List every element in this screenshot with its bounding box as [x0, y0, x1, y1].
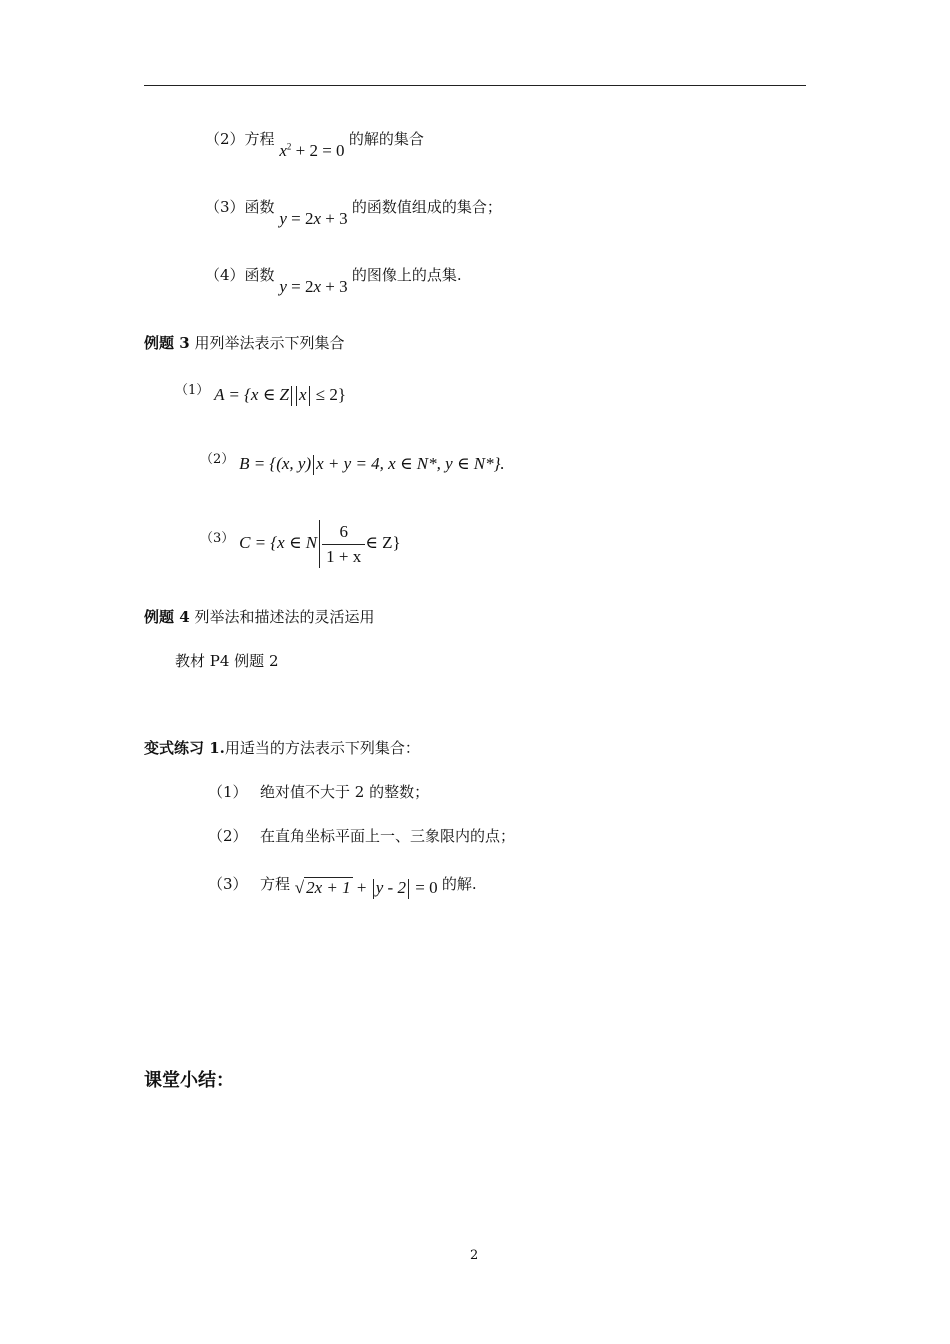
item-3-tail: 的函数值组成的集合；: [351, 198, 502, 216]
item-3-label: （3）函数: [205, 198, 275, 216]
abs-var: x: [299, 385, 307, 404]
header-rule: [144, 85, 806, 86]
eq-var-y: y: [279, 209, 287, 228]
fraction-denominator: 1 + x: [326, 546, 362, 566]
eq-plus: +: [356, 878, 367, 897]
sqrt-radicand: 2x + 1: [306, 878, 351, 897]
variant-item-3: [208, 873, 477, 895]
eq-mid: = 2: [291, 277, 314, 296]
fraction: [322, 522, 365, 567]
summary-heading: 课堂小结：: [144, 1070, 234, 1091]
item-4: [205, 264, 462, 296]
eq-end: = 0: [415, 878, 438, 897]
abs-bar: [373, 879, 374, 899]
item-4-equation: [279, 277, 352, 296]
eq-end: + 3: [325, 277, 348, 296]
example-3-heading: [144, 332, 344, 353]
example-3-text: 用列举法表示下列集合: [194, 334, 345, 352]
part-3-label: （3）: [200, 530, 235, 546]
cond-bar: [319, 520, 320, 568]
item-4-label: （4）函数: [205, 266, 275, 284]
fraction-numerator: 6: [322, 522, 365, 545]
cond-bar: [313, 455, 314, 475]
variant-item-text: 在直角坐标平面上一、三象限内的点；: [260, 827, 516, 845]
variant-item-text: 绝对值不大于 2 的整数；: [260, 783, 430, 801]
abs-bar: [408, 879, 409, 899]
example-4-text: 列举法和描述法的灵活运用: [194, 608, 375, 626]
eq-mid: = 2: [291, 209, 314, 228]
part-3-equation: [239, 521, 401, 566]
item-2: [205, 128, 424, 160]
variant-title: 变式练习 1.: [144, 739, 225, 757]
item-4-tail: 的图像上的点集.: [351, 266, 462, 284]
set-c-def: C = {x ∈ N: [239, 532, 318, 552]
set-b-cond: x + y = 4, x ∈ N*, y ∈ N*}.: [316, 454, 505, 473]
eq-exponent: 2: [286, 141, 292, 152]
sqrt-icon: √: [294, 878, 305, 897]
item-3: [205, 196, 502, 228]
eq-var-x: x: [279, 141, 287, 160]
set-a-def: A = {x ∈ Z: [214, 385, 289, 404]
variant-item-num: （3）: [208, 875, 248, 893]
variant-heading: [144, 737, 420, 758]
item-2-equation: [279, 141, 348, 160]
item-3-equation: [279, 209, 352, 228]
abs-content: y - 2: [375, 878, 406, 897]
item-2-label: （2）方程: [205, 130, 275, 148]
item-2-tail: 的解的集合: [348, 130, 424, 148]
variant-item-text: 方程: [260, 875, 291, 893]
example-3-part-2: [200, 454, 505, 475]
variant-item-num: （1）: [208, 783, 248, 801]
set-b-def: B = {(x, y): [239, 454, 312, 473]
abs-bar: [309, 386, 310, 406]
variant-equation: [295, 878, 442, 897]
example-3-part-3: [200, 520, 401, 568]
eq-end: + 3: [325, 209, 348, 228]
set-a-cond: ≤ 2}: [315, 385, 347, 404]
variant-item-3-tail: 的解.: [441, 875, 477, 893]
example-4-title: 例题 4: [144, 608, 190, 626]
part-1-equation: [214, 385, 346, 404]
example-3-part-1: [175, 385, 346, 406]
abs-bar: [291, 386, 292, 406]
page-number: 2: [470, 1248, 479, 1263]
variant-item-2: [208, 825, 515, 846]
variant-item-num: （2）: [208, 827, 248, 845]
textbook-reference: 教材 P4 例题 2: [175, 652, 279, 670]
variant-text: 用适当的方法表示下列集合：: [224, 739, 420, 757]
example-3-title: 例题 3: [144, 334, 190, 352]
variant-item-1: [208, 781, 429, 802]
abs-bar: [296, 386, 297, 406]
eq-var-x: x: [313, 209, 322, 228]
part-2-equation: [239, 454, 505, 473]
eq-rest: + 2 = 0: [295, 141, 345, 160]
example-4-heading: [144, 606, 374, 627]
part-1-label: （1）: [175, 383, 210, 398]
eq-var-y: y: [279, 277, 287, 296]
eq-var-x: x: [313, 277, 322, 296]
part-2-label: （2）: [200, 452, 235, 467]
set-c-cond: ∈ Z}: [365, 532, 401, 552]
